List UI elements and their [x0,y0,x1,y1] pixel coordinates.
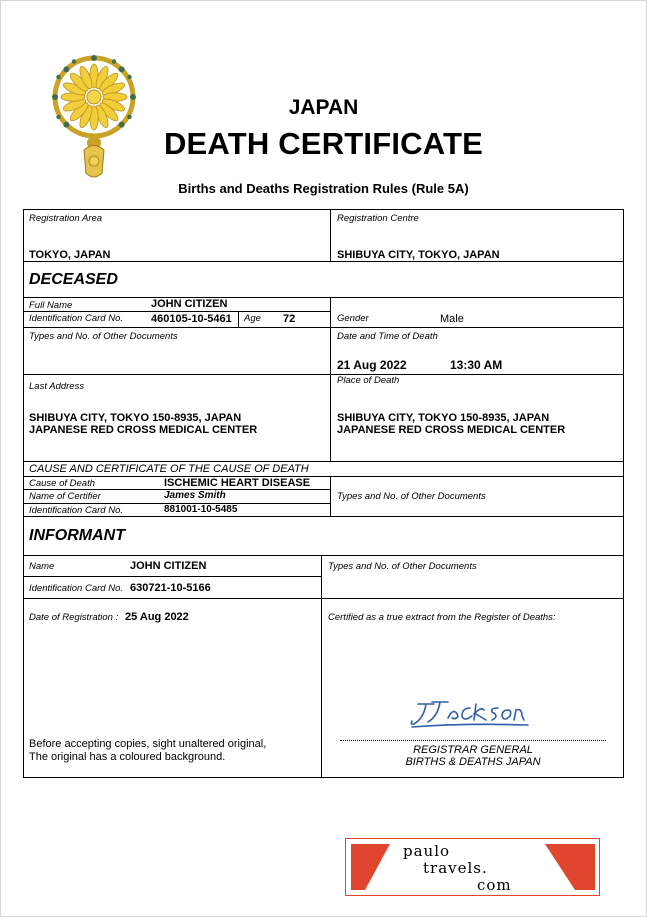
cause-of-death-label: Cause of Death [29,478,96,489]
informant-id-value: 630721-10-5166 [130,582,211,594]
certifier-value: James Smith [164,490,226,501]
certifier-id-label: Identification Card No. [29,505,123,516]
registrar-title-line1: REGISTRAR GENERAL [413,744,533,756]
deceased-id-value: 460105-10-5461 [151,313,232,325]
informant-name-label: Name [29,561,55,572]
place-of-death-line1: SHIBUYA CITY, TOKYO 150-8935, JAPAN [337,412,550,424]
gender-value: Male [440,313,464,325]
registration-area-value: TOKYO, JAPAN [29,249,111,261]
registration-date-label: Date of Registration : [29,612,119,623]
informant-other-docs-label: Types and No. of Other Documents [328,561,477,572]
death-date-value: 21 Aug 2022 [337,358,407,372]
registration-date-value: 25 Aug 2022 [125,611,189,623]
informant-heading: INFORMANT [29,527,125,544]
deceased-id-label: Identification Card No. [29,313,123,324]
last-address-line1: SHIBUYA CITY, TOKYO 150-8935, JAPAN [29,412,242,424]
informant-name-value: JOHN CITIZEN [130,560,207,572]
full-name-value: JOHN CITIZEN [151,298,228,310]
rules-subtitle: Births and Deaths Registration Rules (Rule 5A) [178,181,469,196]
age-label: Age [244,313,261,324]
logo-line3: com [477,876,512,894]
paulo-travels-logo [345,838,600,896]
informant-id-label: Identification Card No. [29,583,123,594]
registrar-title-line2: BIRTHS & DEATHS JAPAN [405,756,541,768]
last-address-line2: JAPANESE RED CROSS MEDICAL CENTER [29,424,258,436]
gender-label: Gender [337,313,369,324]
deceased-heading: DECEASED [29,271,118,288]
country-title: JAPAN [288,96,359,119]
cause-other-docs-label: Types and No. of Other Documents [337,491,486,502]
logo-line2: travels. [423,859,488,877]
deceased-other-docs-label: Types and No. of Other Documents [29,331,178,342]
certified-extract-label: Certified as a true extract from the Register of Deaths: [328,612,556,623]
certifier-id-value: 881001-10-5485 [164,504,238,515]
registrar-signature [404,694,534,730]
place-of-death-label: Place of Death [337,375,400,386]
certifier-label: Name of Certifier [29,491,101,502]
registration-area-label: Registration Area [29,213,103,224]
chrysanthemum-seal-icon [52,55,136,185]
cause-of-death-value: ISCHEMIC HEART DISEASE [164,477,311,489]
full-name-label: Full Name [29,300,73,311]
logo-line1: paulo [403,842,451,860]
last-address-label: Last Address [29,381,85,392]
death-time-value: 13:30 AM [450,358,503,372]
place-of-death-line2: JAPANESE RED CROSS MEDICAL CENTER [337,424,566,436]
certificate-title: DEATH CERTIFICATE [163,126,484,161]
copy-notice-line2: The original has a coloured background. [29,751,226,763]
age-value: 72 [283,313,296,325]
cause-heading: CAUSE AND CERTIFICATE OF THE CAUSE OF DEATH [29,463,309,475]
signature-line [340,740,606,741]
registration-centre-value: SHIBUYA CITY, TOKYO, JAPAN [337,249,500,261]
death-datetime-label: Date and Time of Death [337,331,438,342]
registration-centre-label: Registration Centre [337,213,419,224]
copy-notice-line1: Before accepting copies, sight unaltered original, [29,738,267,750]
